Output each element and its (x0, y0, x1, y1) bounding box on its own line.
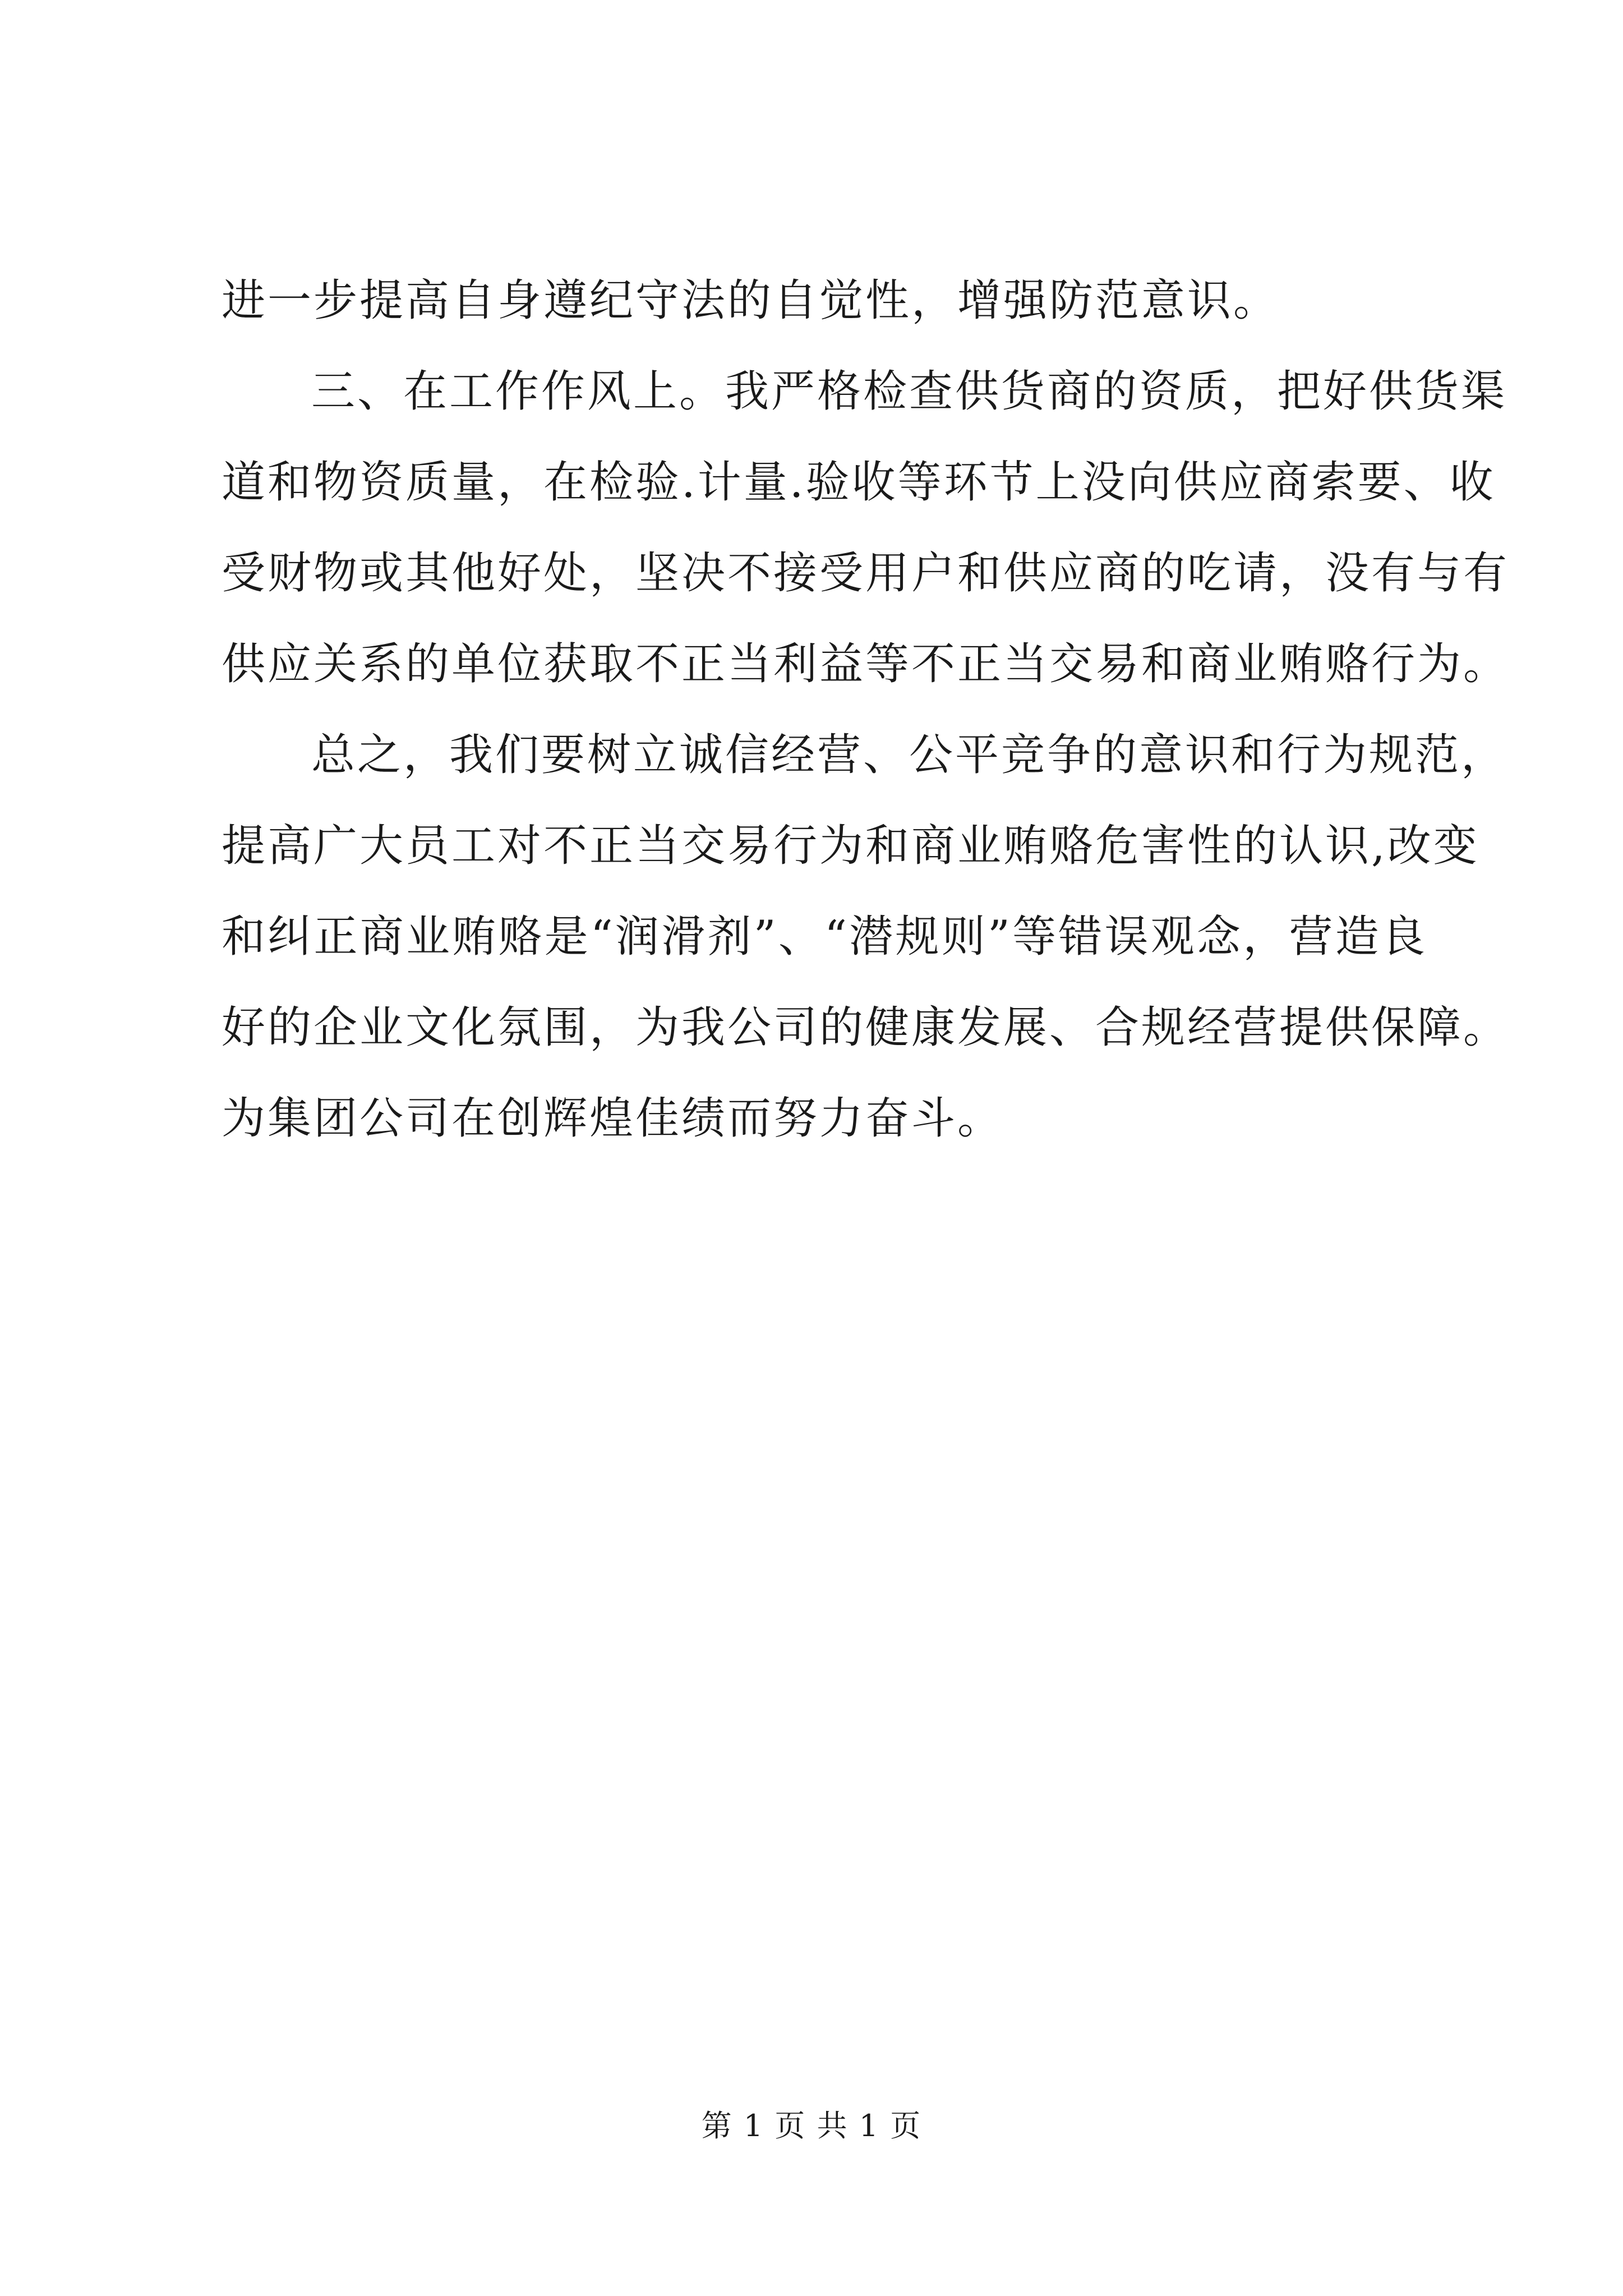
paragraph-2-line-3: 受财物或其他好处，坚决不接受用户和供应商的吃请，没有与有 (222, 548, 1510, 599)
paragraph-2-line-4: 供应关系的单位获取不正当利益等不正当交易和商业贿赂行为。 (222, 639, 1510, 689)
document-body (222, 255, 1510, 1164)
paragraph-3-line-4: 好的企业文化氛围，为我公司的健康发展、合规经营提供保障。 (222, 1002, 1510, 1053)
paragraph-3-line-3: 和纠正商业贿赂是“润滑剂”、“潜规则”等错误观念，营造良 (222, 912, 1427, 962)
paragraph-1-line-1: 进一步提高自身遵纪守法的自觉性，增强防范意识。 (222, 275, 1280, 326)
paragraph-3-line-5: 为集团公司在创辉煌佳绩而努力奋斗。 (222, 1093, 1004, 1144)
paragraph-2-line-2: 道和物资质量，在检验.计量.验收等环节上没向供应商索要、收 (222, 457, 1496, 508)
page-number-footer: 第 1 页 共 1 页 (701, 2108, 922, 2143)
paragraph-3-line-1: 总之，我们要树立诚信经营、公平竞争的意识和行为规范， (311, 730, 1507, 780)
paragraph-3-line-2: 提高广大员工对不正当交易行为和商业贿赂危害性的认识,改变 (222, 821, 1479, 871)
paragraph-2-line-1: 三、在工作作风上。我严格检查供货商的资质，把好供货渠 (311, 366, 1507, 417)
